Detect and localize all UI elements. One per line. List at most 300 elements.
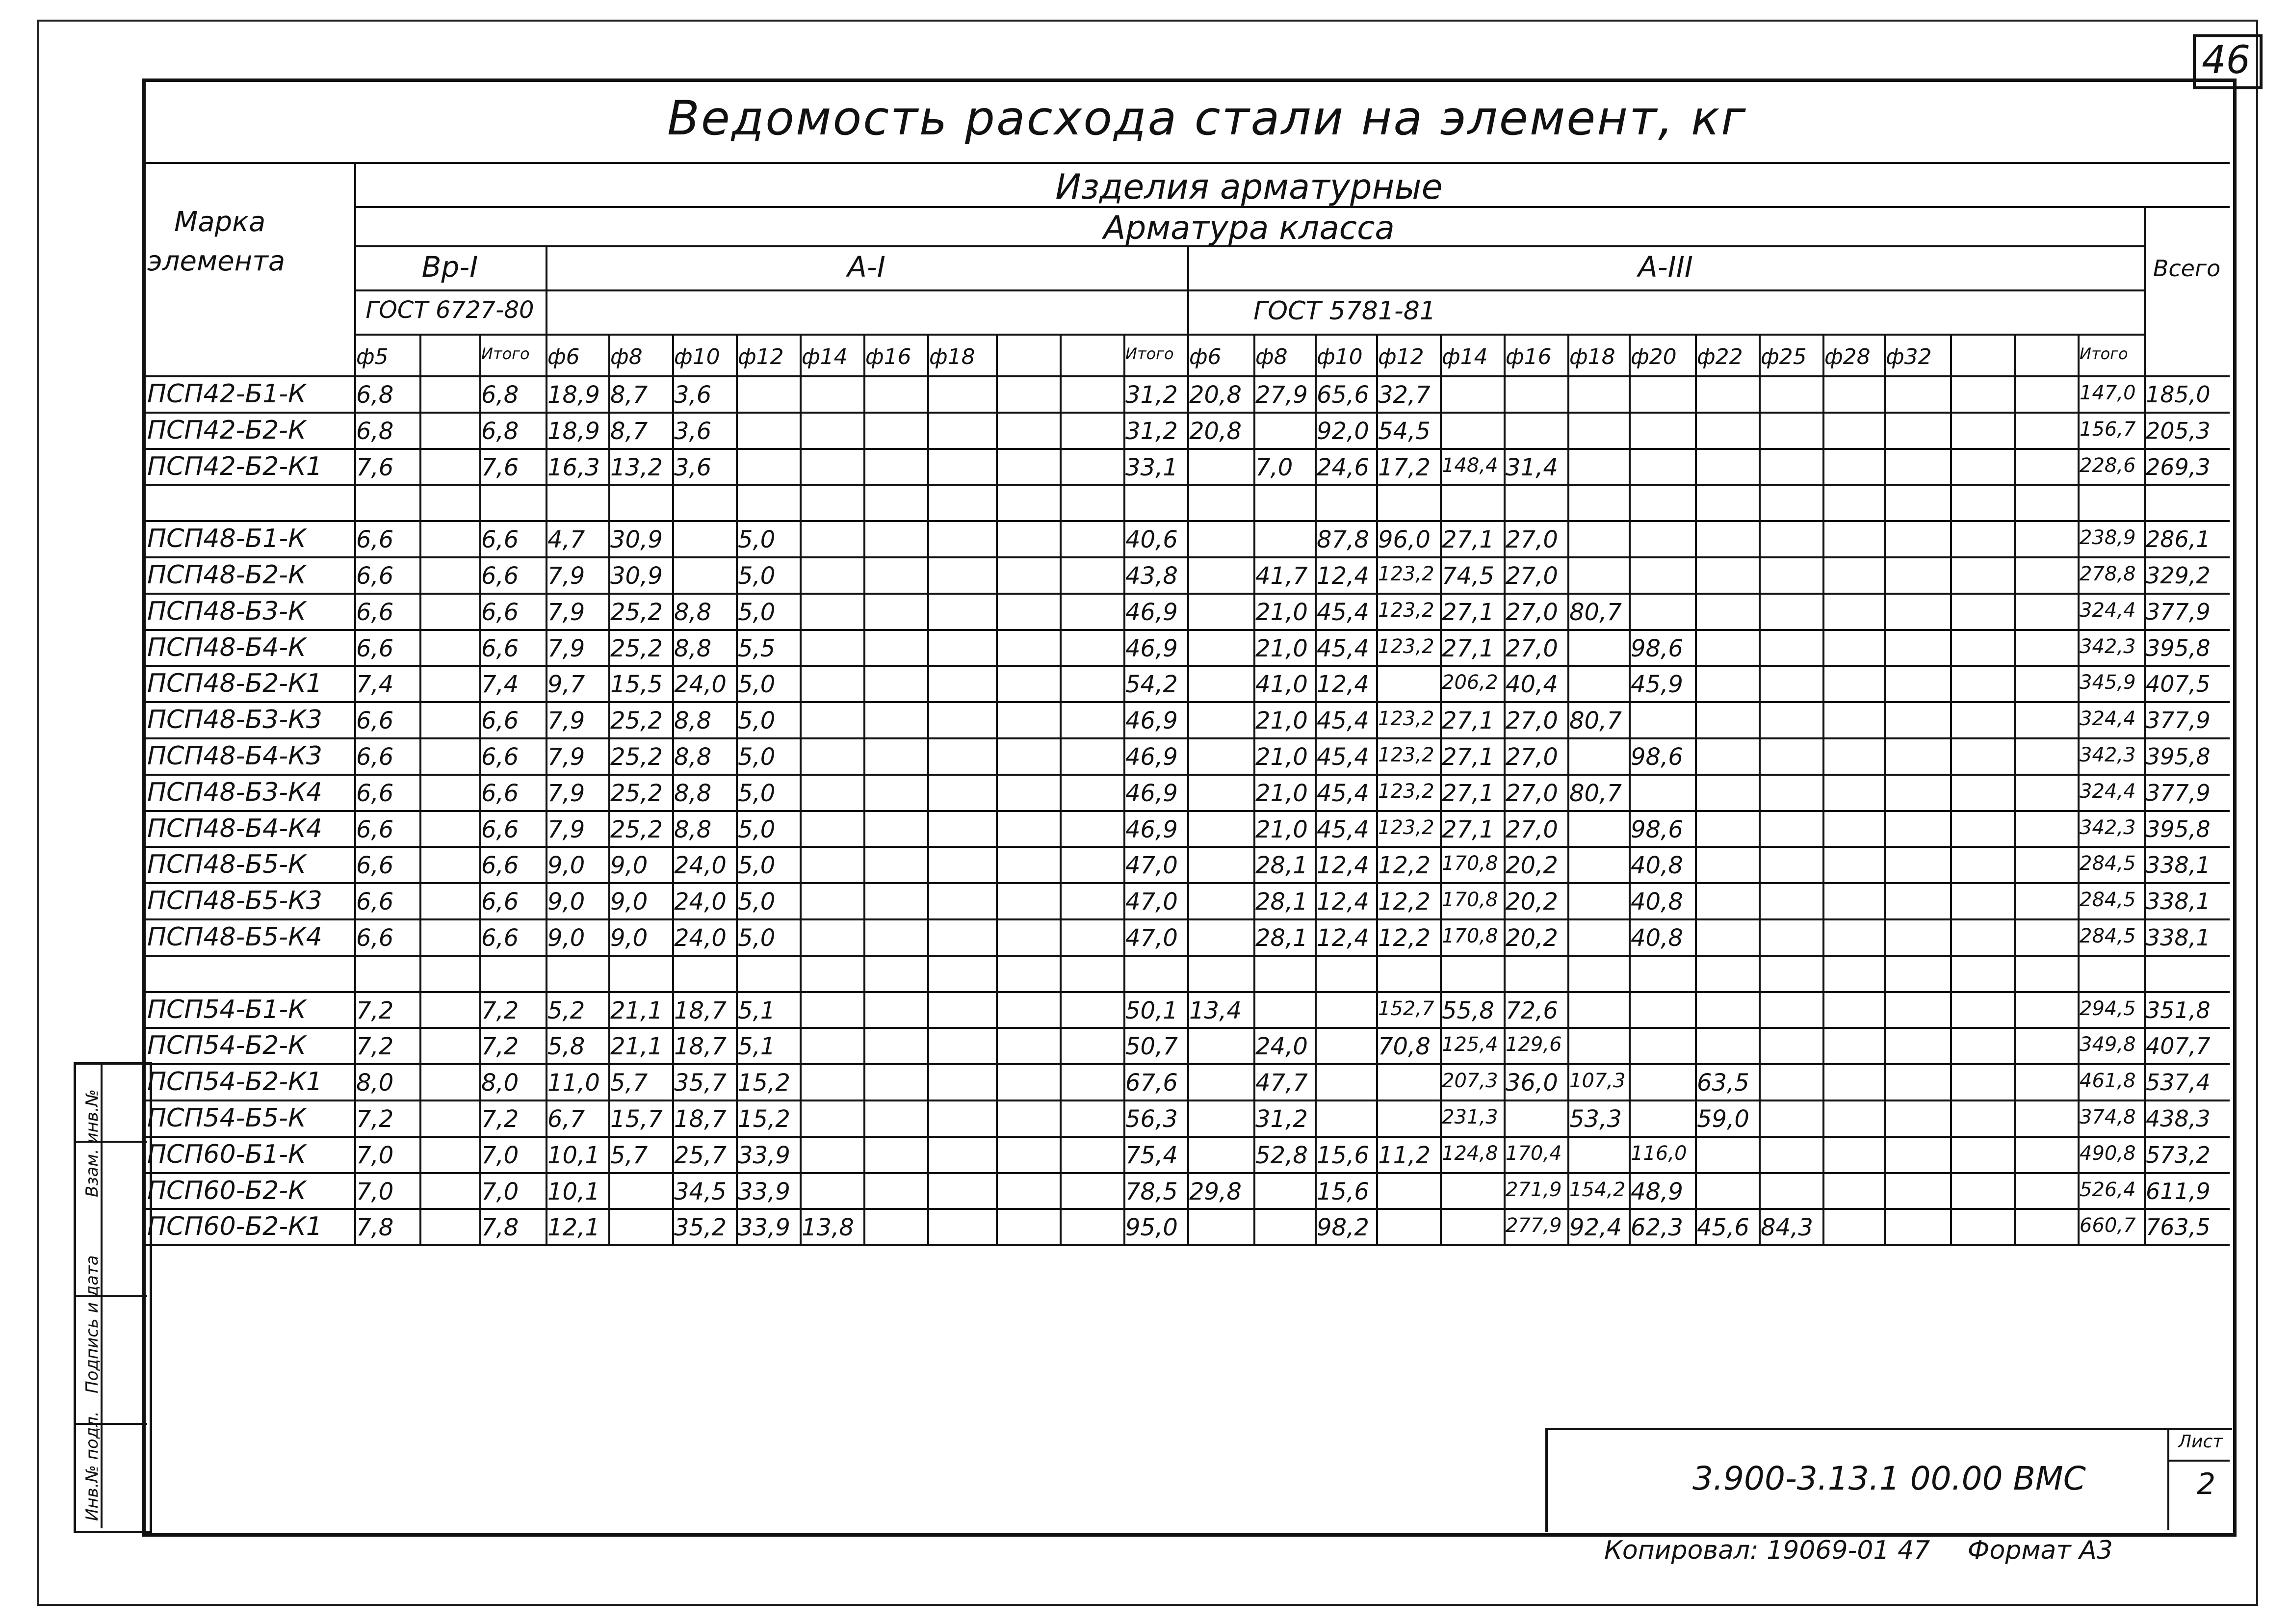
- element-mark: ПСП54-Б5-К: [147, 1103, 306, 1133]
- table-cell: 21,0: [1255, 598, 1308, 626]
- total-cell: 407,7: [2146, 1033, 2211, 1060]
- rebar-class-header: Арматура класса: [1103, 209, 1395, 247]
- table-cell: 13,2: [610, 453, 663, 481]
- col-line: [419, 334, 421, 1244]
- table-cell: 206,2: [1442, 671, 1498, 694]
- table-cell: 12,4: [1317, 924, 1369, 952]
- table-cell: 31,2: [1255, 1105, 1308, 1133]
- row-line: [142, 882, 2230, 884]
- diameter-header: Итого: [1125, 344, 1174, 363]
- col-line: [1629, 334, 1631, 1244]
- table-cell: 7,6: [481, 453, 519, 481]
- stamp-field-inventory: Инв.№ подл.: [82, 1411, 102, 1521]
- table-cell: 18,9: [547, 417, 600, 445]
- table-cell: 152,7: [1378, 997, 1434, 1020]
- table-cell: 63,5: [1697, 1069, 1749, 1097]
- table-cell: 15,2: [738, 1069, 790, 1097]
- table-cell: 13,4: [1189, 996, 1242, 1024]
- total-header: Всего: [2153, 255, 2221, 282]
- table-cell: 80,7: [1569, 707, 1622, 735]
- table-cell: 27,9: [1255, 381, 1308, 409]
- diameter-header: ф16: [1506, 344, 1552, 369]
- table-cell: 6,6: [356, 779, 394, 807]
- table-cell: 21,0: [1255, 815, 1308, 843]
- element-mark: ПСП54-Б2-К: [147, 1031, 306, 1061]
- row-line: [142, 846, 2230, 848]
- table-cell: 46,9: [1125, 779, 1178, 807]
- table-cell: 5,0: [738, 779, 776, 807]
- format-info: Формат А3: [1967, 1536, 2113, 1565]
- diameter-header: ф8: [1255, 344, 1288, 369]
- table-cell: 342,3: [2080, 816, 2136, 839]
- table-cell: 33,9: [738, 1214, 790, 1242]
- mark-header-line1: Марка: [174, 206, 266, 238]
- diameter-header: ф10: [1317, 344, 1363, 369]
- diameter-header: Итого: [481, 344, 530, 363]
- table-cell: 92,4: [1569, 1214, 1622, 1242]
- table-cell: 12,4: [1317, 888, 1369, 916]
- table-cell: 7,9: [547, 562, 585, 590]
- element-mark: ПСП42-Б2-К1: [147, 451, 322, 481]
- table-cell: 8,0: [481, 1069, 519, 1097]
- table-cell: 6,6: [356, 526, 394, 554]
- table-cell: 7,2: [356, 1033, 394, 1061]
- table-cell: 107,3: [1569, 1070, 1626, 1093]
- table-cell: 8,8: [674, 634, 712, 662]
- element-mark: ПСП48-Б4-К3: [147, 741, 322, 771]
- products-header: Изделия арматурные: [1055, 167, 1443, 207]
- row-line: [142, 556, 2230, 558]
- table-cell: 46,9: [1125, 815, 1178, 843]
- table-cell: 342,3: [2080, 635, 2136, 658]
- table-cell: 24,6: [1317, 453, 1369, 481]
- row-line: [142, 448, 2230, 450]
- element-mark: ПСП60-Б1-К: [147, 1139, 306, 1169]
- table-cell: 9,0: [610, 852, 648, 880]
- table-cell: 294,5: [2080, 997, 2136, 1020]
- table-cell: 5,1: [738, 996, 776, 1024]
- table-cell: 3,6: [674, 417, 712, 445]
- table-cell: 28,1: [1255, 888, 1308, 916]
- table-cell: 78,5: [1125, 1178, 1178, 1205]
- table-cell: 53,3: [1569, 1105, 1622, 1133]
- table-cell: 25,2: [610, 743, 663, 771]
- stamp-field-replacement: Взам. инв.№: [82, 1089, 102, 1197]
- table-cell: 284,5: [2080, 925, 2136, 947]
- table-cell: 7,9: [547, 815, 585, 843]
- table-cell: 5,2: [547, 996, 585, 1024]
- table-cell: 21,1: [610, 996, 663, 1024]
- col-line: [800, 334, 802, 1244]
- diameter-header: ф6: [1189, 344, 1222, 369]
- table-cell: 50,1: [1125, 996, 1178, 1024]
- table-cell: 29,8: [1189, 1178, 1242, 1205]
- col-line: [1950, 334, 1952, 1244]
- table-cell: 18,9: [547, 381, 600, 409]
- table-cell: 7,0: [481, 1141, 519, 1169]
- table-cell: 24,0: [674, 852, 727, 880]
- row-line: [142, 412, 2230, 414]
- table-cell: 6,6: [481, 707, 519, 735]
- table-cell: 6,8: [356, 381, 394, 409]
- element-mark: ПСП60-Б2-К: [147, 1176, 306, 1205]
- table-cell: 32,7: [1378, 381, 1431, 409]
- diameter-header: ф8: [610, 344, 643, 369]
- table-cell: 84,3: [1761, 1214, 1813, 1242]
- row-line: [142, 1208, 2230, 1210]
- table-cell: 7,9: [547, 634, 585, 662]
- page-title: Ведомость расхода стали на элемент, кг: [667, 91, 1747, 146]
- table-cell: 21,0: [1255, 707, 1308, 735]
- table-cell: 123,2: [1378, 780, 1434, 803]
- table-cell: 526,4: [2080, 1178, 2136, 1201]
- table-cell: 124,8: [1442, 1142, 1498, 1165]
- col-line: [996, 334, 998, 1244]
- element-mark: ПСП48-Б4-К: [147, 632, 306, 662]
- table-cell: 5,0: [738, 888, 776, 916]
- total-cell: 377,9: [2146, 779, 2211, 806]
- row-line: [142, 629, 2230, 631]
- table-cell: 123,2: [1378, 816, 1434, 839]
- class-a1-header: А-I: [847, 250, 885, 284]
- table-cell: 16,3: [547, 453, 600, 481]
- row-line: [142, 665, 2230, 667]
- table-cell: 5,5: [738, 634, 776, 662]
- table-cell: 35,2: [674, 1214, 727, 1242]
- gost-vr-header: ГОСТ 6727-80: [365, 296, 534, 324]
- table-cell: 15,6: [1317, 1178, 1369, 1205]
- total-cell: 438,3: [2146, 1105, 2211, 1132]
- table-cell: 28,1: [1255, 924, 1308, 952]
- table-cell: 24,0: [674, 924, 727, 952]
- table-cell: 271,9: [1506, 1178, 1562, 1201]
- table-cell: 96,0: [1378, 526, 1431, 554]
- table-cell: 20,8: [1189, 381, 1242, 409]
- table-cell: 98,2: [1317, 1214, 1369, 1242]
- table-cell: 5,0: [738, 562, 776, 590]
- col-line: [863, 334, 865, 1244]
- header-line-diameters: [354, 334, 2144, 336]
- element-mark: ПСП48-Б5-К3: [147, 886, 322, 916]
- row-line: [142, 484, 2230, 486]
- table-cell: 31,2: [1125, 381, 1178, 409]
- table-cell: 7,6: [356, 453, 394, 481]
- table-cell: 5,0: [738, 526, 776, 554]
- table-cell: 20,2: [1506, 852, 1558, 880]
- table-cell: 13,8: [802, 1214, 854, 1242]
- table-cell: 98,6: [1631, 634, 1683, 662]
- table-cell: 147,0: [2080, 382, 2136, 404]
- table-cell: 123,2: [1378, 707, 1434, 731]
- table-cell: 27,1: [1442, 598, 1494, 626]
- col-line: [1822, 334, 1824, 1244]
- table-cell: 74,5: [1442, 562, 1494, 590]
- total-cell: 573,2: [2146, 1141, 2211, 1168]
- table-cell: 7,2: [356, 1105, 394, 1133]
- row-line: [142, 520, 2230, 522]
- table-cell: 28,1: [1255, 852, 1308, 880]
- table-cell: 3,6: [674, 453, 712, 481]
- table-cell: 324,4: [2080, 599, 2136, 622]
- table-cell: 6,6: [356, 562, 394, 590]
- table-cell: 7,2: [481, 996, 519, 1024]
- diameter-header: Итого: [2080, 344, 2128, 363]
- diameter-header: ф32: [1886, 344, 1932, 369]
- row-line: [142, 991, 2230, 993]
- row-line: [142, 810, 2230, 812]
- table-cell: 31,2: [1125, 417, 1178, 445]
- table-cell: 7,9: [547, 707, 585, 735]
- table-cell: 6,6: [356, 598, 394, 626]
- total-cell: 537,4: [2146, 1069, 2211, 1096]
- col-line: [1884, 334, 1886, 1244]
- table-cell: 98,6: [1631, 815, 1683, 843]
- diameter-header: ф28: [1824, 344, 1871, 369]
- table-cell: 80,7: [1569, 598, 1622, 626]
- table-cell: 9,0: [610, 924, 648, 952]
- table-cell: 8,8: [674, 598, 712, 626]
- table-cell: 6,6: [481, 634, 519, 662]
- table-cell: 41,0: [1255, 671, 1308, 699]
- table-cell: 25,2: [610, 707, 663, 735]
- table-cell: 374,8: [2080, 1106, 2136, 1128]
- gost-a-header: ГОСТ 5781-81: [1253, 296, 1436, 326]
- table-cell: 6,8: [481, 381, 519, 409]
- row-line: [142, 1027, 2230, 1029]
- table-cell: 62,3: [1631, 1214, 1683, 1242]
- table-cell: 12,2: [1378, 852, 1431, 880]
- table-cell: 6,6: [356, 743, 394, 771]
- table-cell: 490,8: [2080, 1142, 2136, 1165]
- table-cell: 31,4: [1506, 453, 1558, 481]
- total-cell: 338,1: [2146, 852, 2211, 879]
- copy-note: [1604, 1536, 2113, 1565]
- element-mark: ПСП48-Б1-К: [147, 524, 306, 554]
- table-cell: 34,5: [674, 1178, 727, 1205]
- title-block-sheet-divider: [2167, 1460, 2230, 1462]
- table-cell: 8,8: [674, 815, 712, 843]
- table-cell: 7,8: [481, 1214, 519, 1242]
- row-line: [142, 774, 2230, 776]
- element-mark: ПСП48-Б3-К3: [147, 705, 322, 735]
- col-line: [927, 334, 929, 1244]
- class-vr-header: Вр-I: [421, 250, 478, 284]
- element-mark: ПСП54-Б2-К1: [147, 1067, 322, 1097]
- table-cell: 40,8: [1631, 924, 1683, 952]
- element-mark: ПСП48-Б2-К: [147, 560, 306, 590]
- table-cell: 15,6: [1317, 1141, 1369, 1169]
- total-cell: 329,2: [2146, 562, 2211, 589]
- table-cell: 123,2: [1378, 563, 1434, 585]
- table-cell: 27,0: [1506, 779, 1558, 807]
- total-cell: 351,8: [2146, 996, 2211, 1023]
- table-cell: 129,6: [1506, 1033, 1562, 1056]
- table-cell: 45,4: [1317, 815, 1369, 843]
- class-a3-header: А-III: [1638, 250, 1693, 284]
- table-cell: 125,4: [1442, 1033, 1498, 1056]
- total-cell: 286,1: [2146, 526, 2211, 553]
- table-cell: 6,6: [481, 598, 519, 626]
- row-line: [142, 1244, 2230, 1246]
- table-cell: 123,2: [1378, 635, 1434, 658]
- total-cell: 338,1: [2146, 924, 2211, 951]
- table-cell: 5,1: [738, 1033, 776, 1061]
- table-cell: 47,0: [1125, 852, 1178, 880]
- table-cell: 6,6: [356, 924, 394, 952]
- row-line: [142, 1172, 2230, 1174]
- table-cell: 5,7: [610, 1141, 648, 1169]
- diameter-header: ф12: [1378, 344, 1424, 369]
- table-cell: 9,0: [547, 924, 585, 952]
- table-cell: 5,0: [738, 671, 776, 699]
- table-cell: 5,0: [738, 924, 776, 952]
- total-cell: 377,9: [2146, 598, 2211, 625]
- table-cell: 8,8: [674, 707, 712, 735]
- table-cell: 47,0: [1125, 924, 1178, 952]
- total-cell: 338,1: [2146, 888, 2211, 915]
- table-cell: 12,2: [1378, 924, 1431, 952]
- table-cell: 9,0: [610, 888, 648, 916]
- diameter-header: ф18: [1569, 344, 1615, 369]
- table-cell: 47,0: [1125, 888, 1178, 916]
- table-cell: 46,9: [1125, 598, 1178, 626]
- total-cell: 205,3: [2146, 417, 2211, 444]
- table-cell: 52,8: [1255, 1141, 1308, 1169]
- row-line: [142, 955, 2230, 957]
- table-cell: 18,7: [674, 1105, 727, 1133]
- table-cell: 123,2: [1378, 744, 1434, 766]
- table-cell: 6,6: [481, 743, 519, 771]
- table-cell: 170,4: [1506, 1142, 1562, 1165]
- table-cell: 9,0: [547, 852, 585, 880]
- table-cell: 6,7: [547, 1105, 585, 1133]
- table-cell: 154,2: [1569, 1178, 1626, 1201]
- table-cell: 11,0: [547, 1069, 600, 1097]
- table-cell: 27,1: [1442, 526, 1494, 554]
- table-cell: 116,0: [1631, 1142, 1687, 1165]
- table-cell: 15,2: [738, 1105, 790, 1133]
- col-line: [1060, 334, 1062, 1244]
- element-mark: ПСП60-Б2-К1: [147, 1212, 322, 1242]
- table-cell: 7,0: [1255, 453, 1293, 481]
- table-cell: 46,9: [1125, 707, 1178, 735]
- table-cell: 7,0: [356, 1178, 394, 1205]
- diameter-header: ф5: [356, 344, 389, 369]
- table-cell: 15,7: [610, 1105, 663, 1133]
- table-cell: 7,2: [481, 1105, 519, 1133]
- diameter-header: ф22: [1697, 344, 1743, 369]
- table-cell: 27,1: [1442, 707, 1494, 735]
- element-mark: ПСП48-Б5-К: [147, 850, 306, 880]
- mark-header-line2: элемента: [147, 245, 286, 277]
- table-cell: 87,8: [1317, 526, 1369, 554]
- table-cell: 6,6: [481, 852, 519, 880]
- table-cell: 33,9: [738, 1141, 790, 1169]
- diameter-header: ф6: [547, 344, 580, 369]
- table-cell: 72,6: [1506, 996, 1558, 1024]
- table-cell: 21,0: [1255, 634, 1308, 662]
- table-cell: 55,8: [1442, 996, 1494, 1024]
- table-cell: 40,8: [1631, 852, 1683, 880]
- table-cell: 6,6: [481, 888, 519, 916]
- copy-info: Копировал: 19069-01 47: [1604, 1536, 1930, 1565]
- table-cell: 24,0: [1255, 1033, 1308, 1061]
- table-cell: 3,6: [674, 381, 712, 409]
- table-cell: 45,4: [1317, 634, 1369, 662]
- table-cell: 9,7: [547, 671, 585, 699]
- table-cell: 20,8: [1189, 417, 1242, 445]
- table-cell: 7,8: [356, 1214, 394, 1242]
- table-cell: 12,1: [547, 1214, 600, 1242]
- table-cell: 6,6: [481, 924, 519, 952]
- table-cell: 45,4: [1317, 743, 1369, 771]
- row-line: [142, 737, 2230, 739]
- table-cell: 342,3: [2080, 744, 2136, 766]
- table-cell: 70,8: [1378, 1033, 1431, 1061]
- table-cell: 40,4: [1506, 671, 1558, 699]
- sheet-number: 2: [2197, 1467, 2216, 1501]
- table-cell: 660,7: [2080, 1214, 2136, 1237]
- element-mark: ПСП48-Б4-К4: [147, 813, 322, 843]
- row-line: [142, 701, 2230, 703]
- header-line-gost: [354, 289, 2144, 291]
- table-cell: 24,0: [674, 671, 727, 699]
- table-cell: 228,6: [2080, 454, 2136, 477]
- table-cell: 170,8: [1442, 925, 1498, 947]
- total-cell: 185,0: [2146, 381, 2211, 408]
- table-cell: 27,1: [1442, 815, 1494, 843]
- table-cell: 12,4: [1317, 562, 1369, 590]
- table-cell: 21,0: [1255, 743, 1308, 771]
- table-cell: 75,4: [1125, 1141, 1178, 1169]
- table-cell: 30,9: [610, 562, 663, 590]
- table-cell: 7,0: [356, 1141, 394, 1169]
- table-cell: 27,0: [1506, 526, 1558, 554]
- table-cell: 324,4: [2080, 707, 2136, 731]
- table-cell: 25,2: [610, 779, 663, 807]
- table-cell: 10,1: [547, 1178, 600, 1205]
- table-cell: 10,1: [547, 1141, 600, 1169]
- table-cell: 40,8: [1631, 888, 1683, 916]
- table-cell: 40,6: [1125, 526, 1178, 554]
- table-cell: 5,0: [738, 707, 776, 735]
- table-cell: 5,8: [547, 1033, 585, 1061]
- table-cell: 54,2: [1125, 671, 1178, 699]
- table-cell: 324,4: [2080, 780, 2136, 803]
- table-cell: 277,9: [1506, 1214, 1562, 1237]
- table-cell: 45,6: [1697, 1214, 1749, 1242]
- table-cell: 7,9: [547, 779, 585, 807]
- table-cell: 18,7: [674, 1033, 727, 1061]
- col-line: [2014, 334, 2016, 1244]
- table-cell: 12,2: [1378, 888, 1431, 916]
- table-cell: 7,2: [481, 1033, 519, 1061]
- table-cell: 98,6: [1631, 743, 1683, 771]
- table-cell: 27,0: [1506, 815, 1558, 843]
- table-cell: 12,4: [1317, 852, 1369, 880]
- table-cell: 11,2: [1378, 1141, 1431, 1169]
- row-line: [142, 1100, 2230, 1101]
- table-cell: 27,0: [1506, 634, 1558, 662]
- table-cell: 7,9: [547, 598, 585, 626]
- table-cell: 95,0: [1125, 1214, 1178, 1242]
- table-cell: 47,7: [1255, 1069, 1308, 1097]
- stamp-field-signature: Подпись и дата: [82, 1255, 102, 1393]
- table-cell: 6,6: [481, 526, 519, 554]
- table-cell: 33,9: [738, 1178, 790, 1205]
- table-cell: 6,6: [356, 815, 394, 843]
- table-cell: 156,7: [2080, 418, 2136, 441]
